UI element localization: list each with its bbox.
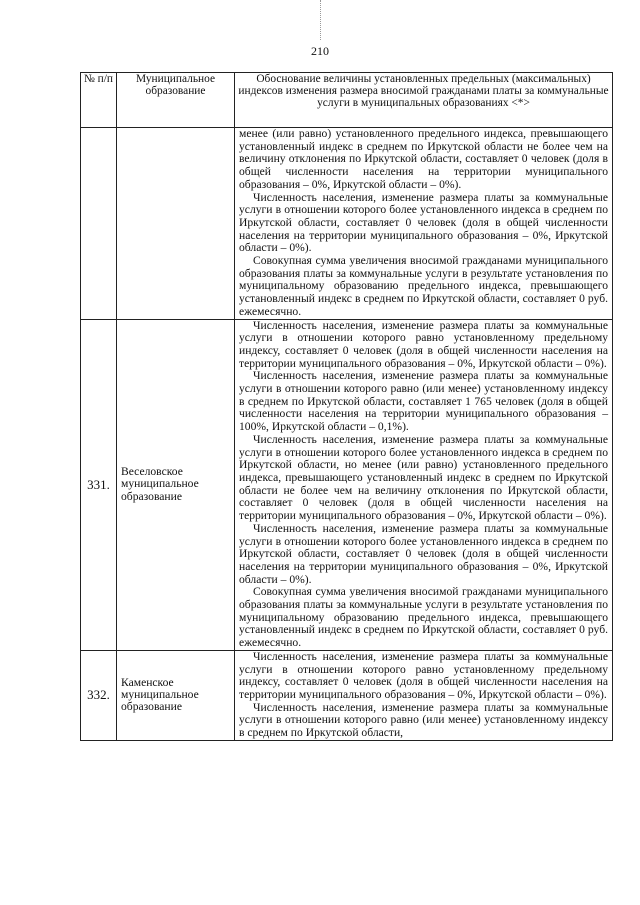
header-justification: Обоснование величины установленных предельных (максимальных) индексов изменения размера вносимой гражданами платы за коммунальные услуги в муниципальных образованиях <*>: [235, 73, 613, 128]
paragraph: Численность населения, изменение размера платы за коммунальные услуги в отношении которого более установленного индекса в среднем по Иркутской области, составляет 0 человек (доля в общей численности населения на территории муниципального образования – 0%, Иркутской области – 0%).: [239, 190, 608, 255]
row-number: 332.: [81, 650, 117, 740]
row-number: 331.: [81, 319, 117, 650]
header-municipality: Муниципальное образование: [117, 73, 235, 128]
row-municipality: [117, 128, 235, 320]
paragraph: Совокупная сумма увеличения вносимой гражданами муниципального образования платы за коммунальные услуги в результате установления по муниципальному образованию предельного индекса, превышающего установленный индекс в среднем по Иркутской области, составляет 0 руб. ежемесячно.: [239, 254, 608, 318]
row-justification: [235, 650, 613, 740]
paragraph: Численность населения, изменение размера платы за коммунальные услуги в отношении которого равно (или менее) установленному индексу в среднем по Иркутской области,: [239, 700, 608, 740]
table-header-row: [81, 73, 613, 128]
justification-table: [80, 72, 613, 741]
row-justification: [235, 128, 613, 320]
row-number: [81, 128, 117, 320]
table-row: [81, 128, 613, 320]
header-num: № п/п: [81, 73, 117, 128]
page-number: 210: [311, 44, 329, 58]
table-row: [81, 319, 613, 650]
row-municipality: Каменское муниципальное образование: [117, 650, 235, 740]
paragraph: Численность населения, изменение размера платы за коммунальные услуги в отношении которого более установленного индекса в среднем по Иркутской области, но менее (или равно) установленного предельного индекса, превышающего установленный индекс в среднем по Иркутской области не более чем на величину отклонения по Иркутской области, составляет 0 человек (доля в общей численности населения на территории муниципального образования – 0%, Иркутской области – 0%).: [239, 432, 608, 523]
binding-mark: [320, 0, 322, 40]
row-municipality: Веселовское муниципальное образование: [117, 319, 235, 650]
row-justification: [235, 319, 613, 650]
paragraph: Численность населения, изменение размера платы за коммунальные услуги в отношении которого равно установленному предельному индексу, составляет 0 человек (доля в общей численности населения на территории муниципального образования – 0%, Иркутской области – 0%).: [239, 318, 608, 370]
paragraph: Численность населения, изменение размера платы за коммунальные услуги в отношении которого равно (или менее) установленному индексу в среднем по Иркутской области, составляет 1 765 человек (доля в общей численности населения на территории муниципального образования – 100%, Иркутской области – 0,1%).: [239, 369, 608, 434]
paragraph: менее (или равно) установленного предельного индекса, превышающего установленный индекс в среднем по Иркутской области не более чем на величину отклонения по Иркутской области, составляет 0 человек (доля в общей численности населения на территории муниципального образования – 0%, Иркутской области – 0%).: [239, 127, 608, 191]
paragraph: Численность населения, изменение размера платы за коммунальные услуги в отношении которого более установленного индекса в среднем по Иркутской области, составляет 0 человек (доля в общей численности населения на территории муниципального образования – 0%, Иркутской области – 0%).: [239, 521, 608, 586]
paragraph: Численность населения, изменение размера платы за коммунальные услуги в отношении которого равно установленному предельному индексу, составляет 0 человек (доля в общей численности населения на территории муниципального образования – 0%, Иркутской области – 0%).: [239, 649, 608, 701]
paragraph: Совокупная сумма увеличения вносимой гражданами муниципального образования платы за коммунальные услуги в результате установления по муниципальному образованию предельного индекса, превышающего установленный индекс в среднем по Иркутской области, составляет 0 руб. ежемесячно.: [239, 585, 608, 650]
table-row: [81, 650, 613, 740]
